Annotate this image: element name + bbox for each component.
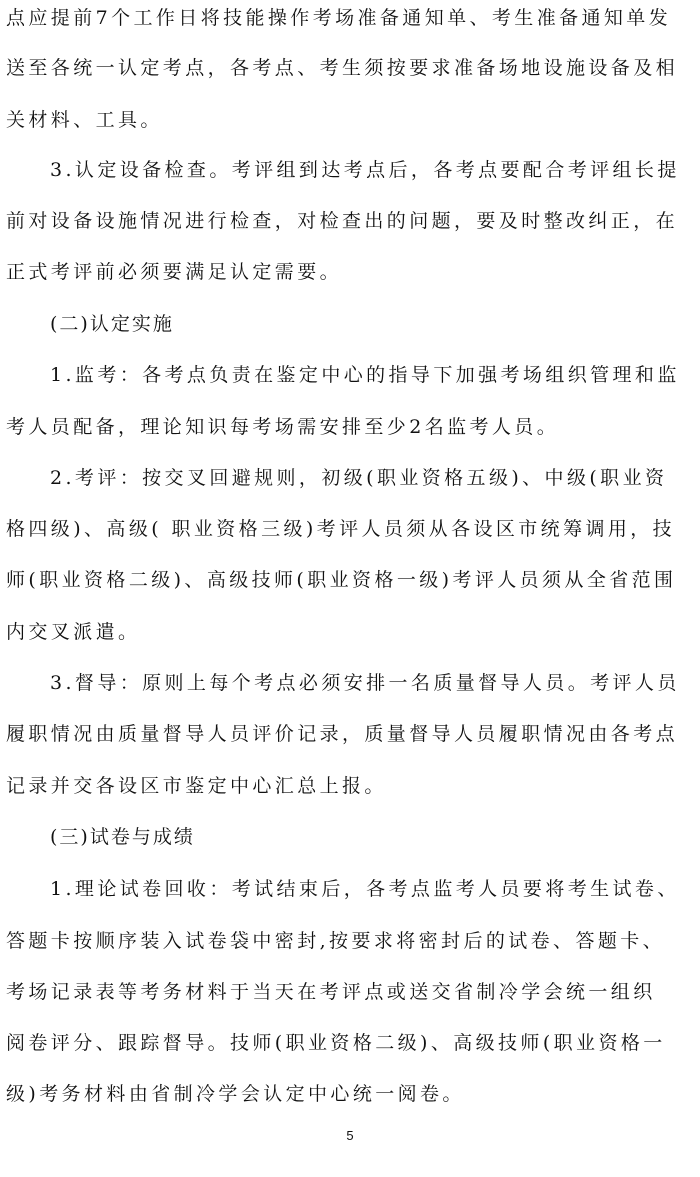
- text-line: 正式考评前必须要满足认定需要。: [6, 261, 343, 283]
- page-number: 5: [346, 1128, 354, 1143]
- section-heading: (二)认定实施: [50, 313, 174, 335]
- text-line: 3.认定设备检查。考评组到达考点后，各考点要配合考评组长提: [50, 159, 680, 181]
- text-line: 阅卷评分、跟踪督导。技师(职业资格二级)、高级技师(职业资格一: [6, 1032, 666, 1054]
- text-line: 前对设备设施情况进行检查，对检查出的问题，要及时整改纠正，在: [6, 210, 679, 232]
- text-line: 格四级)、高级( 职业资格三级)考评人员须从各设区市统筹调用，技: [6, 518, 676, 540]
- section-heading: (三)试卷与成绩: [50, 826, 195, 848]
- text-line: 级)考务材料由省制冷学会认定中心统一阅卷。: [6, 1083, 465, 1105]
- text-line: 点应提前7个工作日将技能操作考场准备通知单、考生准备通知单发: [6, 7, 672, 29]
- text-line: 答题卡按顺序装入试卷袋中密封,按要求将密封后的试卷、答题卡、: [6, 930, 666, 952]
- text-line: 师(职业资格二级)、高级技师(职业资格一级)考评人员须从全省范围: [6, 569, 677, 591]
- text-line: 送至各统一认定考点，各考点、考生须按要求准备场地设施设备及相: [6, 57, 679, 79]
- text-line: 3.督导：原则上每个考点必须安排一名质量督导人员。考评人员: [50, 672, 680, 694]
- text-line: 1.理论试卷回收：考试结束后，各考点监考人员要将考生试卷、: [50, 878, 680, 900]
- text-line: 考场记录表等考务材料于当天在考评点或送交省制冷学会统一组织: [6, 981, 656, 1003]
- text-line: 记录并交各设区市鉴定中心汇总上报。: [6, 775, 387, 797]
- text-line: 履职情况由质量督导人员评价记录，质量督导人员履职情况由各考点: [6, 723, 679, 745]
- text-line: 考人员配备，理论知识每考场需安排至少2名监考人员。: [6, 416, 560, 438]
- text-line: 关材料、工具。: [6, 109, 163, 131]
- text-line: 2.考评：按交叉回避规则，初级(职业资格五级)、中级(职业资: [50, 467, 668, 489]
- text-line: 1.监考：各考点负责在鉴定中心的指导下加强考场组织管理和监: [50, 364, 680, 386]
- text-line: 内交叉派遣。: [6, 621, 141, 643]
